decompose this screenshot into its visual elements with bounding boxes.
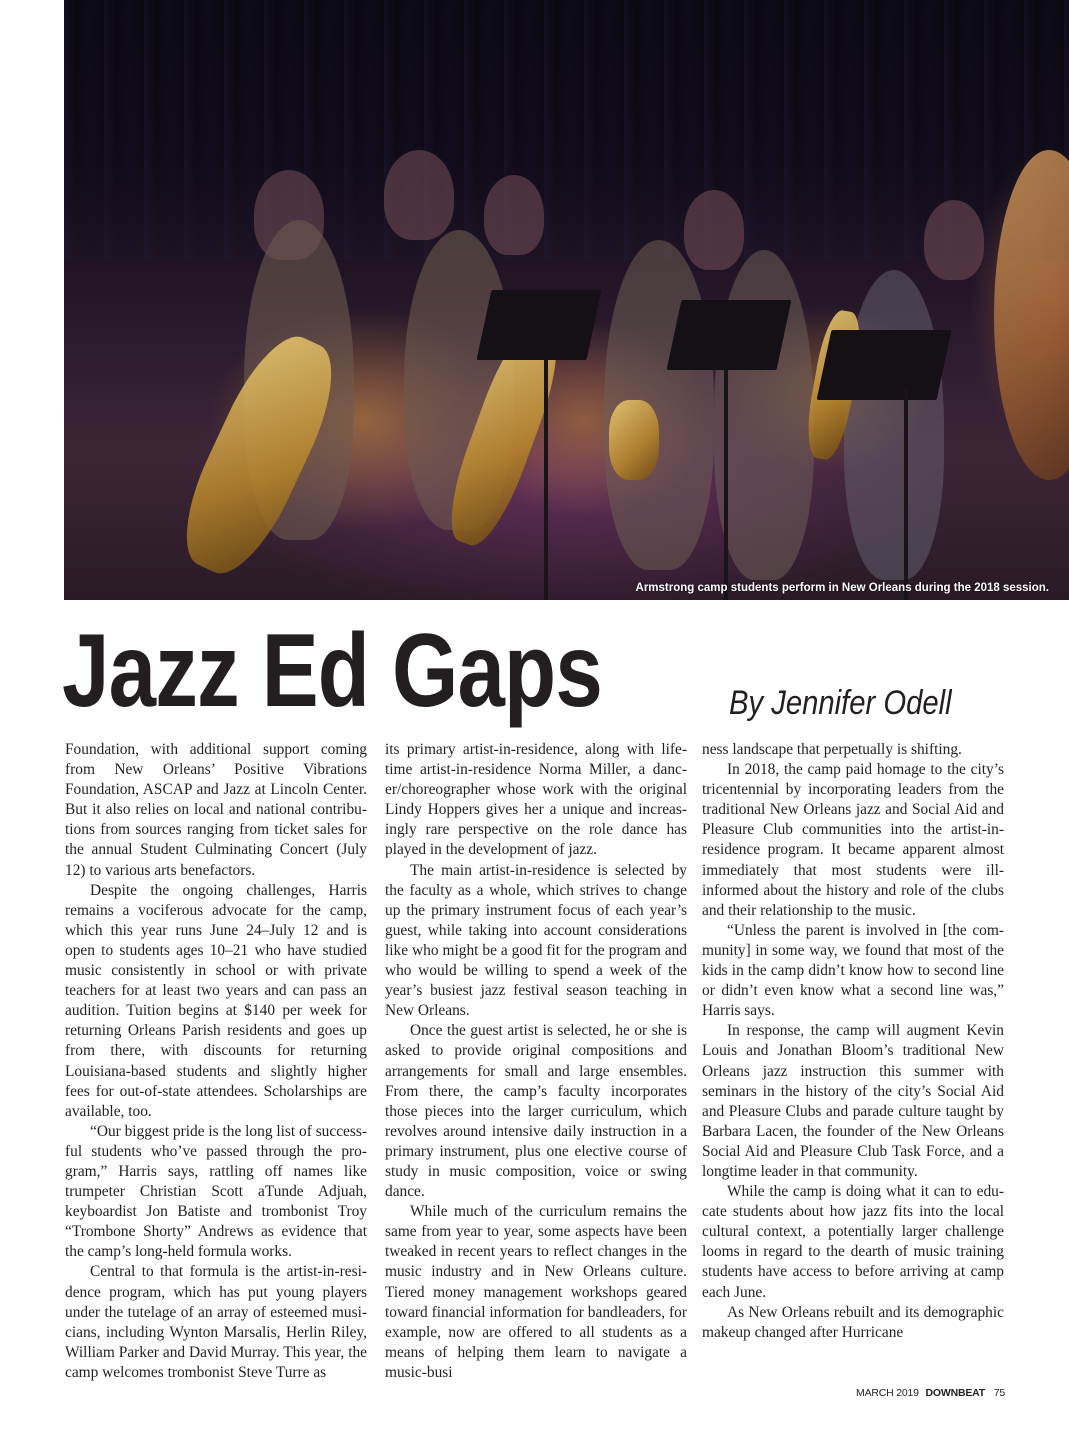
stage-curtain (64, 0, 1069, 260)
paragraph: In response, the camp will augment Kevin Louis and Jonathan Bloom’s traditional New Orleans jazz instruction this summer with seminars in the history of the city’s Social Aid and Pleasure Clubs and parade culture taught by Barbara Lacen, the founder of the New Orleans Social Aid and Pleasure Club Task Force, and a longtime leader in that community. (702, 1022, 1004, 1180)
article-column-2 (385, 740, 687, 1383)
folio-page-number: 75 (993, 1387, 1005, 1399)
article-title: Jazz Ed Gaps (62, 613, 602, 729)
paragraph: Despite the ongoing challenges, Harris remains a vociferous advocate for the camp, which this year runs June 24–July 12 and is open to students ages 10–21 who have studied music consistently in school or with private teachers for at least two years and can pass an audition. Tuition begins at $140 per week for returning Orleans Parish residents and goes up from there, with discounts for returning Louisiana-based students and slightly higher fees for out-of-state attendees. Scholarships are available, too. (65, 881, 367, 1120)
paragraph: As New Orleans rebuilt and its demographic makeup changed after Hurricane (702, 1303, 1004, 1341)
article-column-3 (702, 740, 1004, 1343)
paragraph: Central to that formula is the artist-in-residence program, which has put young players under the tutelage of an array of esteemed musicians, including Wynton Marsalis, Herlin Riley, William Parker and David Murray. This year, the camp welcomes trombonist Steve Turre as (65, 1263, 367, 1381)
paragraph: ness landscape that perpetually is shifting. (702, 741, 962, 758)
musician-figure (684, 190, 744, 270)
folio-issue: MARCH 2019 (856, 1387, 919, 1399)
music-stand (817, 330, 952, 400)
folio-publication: DOWNBEAT (925, 1387, 985, 1399)
paragraph: Foundation, with additional support coming from New Orleans’ Positive Vibrations Foundation, ASCAP and Jazz at Lincoln Center. But it also relies on local and national contributions from sources ranging from ticket sales for the annual Student Culminating Concert (July 12) to various arts benefactors. (65, 741, 367, 879)
page-folio (856, 1387, 1005, 1399)
music-stand-pole (544, 360, 548, 600)
article-column-1 (65, 740, 367, 1383)
paragraph: While much of the curriculum remains the same from year to year, some aspects have been tweaked in recent years to reflect changes in the music industry and in New Orleans culture. Tiered money management workshops geared toward financial information for bandleaders, for example, now are offered to all students as a means of helping them learn to navigate a music-busi (385, 1203, 687, 1381)
musician-figure (844, 270, 944, 580)
photo-caption: Armstrong camp students perform in New Orleans during the 2018 session. (635, 582, 1049, 594)
article-byline: By Jennifer Odell (729, 684, 952, 722)
paragraph: In 2018, the camp paid homage to the city’s tricentennial by incorporating leaders from the traditional New Orleans jazz and Social Aid and Pleasure Club communities into the artist-in-residence program. It became apparent almost immediately that most students were ill-informed about the history and role of the clubs and their relationship to the music. (702, 761, 1004, 919)
music-stand (477, 290, 602, 360)
music-stand-pole (904, 390, 908, 600)
paragraph: “Our biggest pride is the long list of successful students who’ve passed through the program,” Harris says, rattling off names like trumpeter Christian Scott aTunde Adjuah, keyboardist Jon Batiste and trombonist Troy “Trombone Shorty” Andrews as evidence that the camp’s long-held formula works. (65, 1122, 367, 1261)
feature-photo (64, 0, 1069, 600)
musician-figure (384, 150, 454, 240)
paragraph: Once the guest artist is selected, he or she is asked to provide original compositions and arrangements for small and large ensembles. From there, the camp’s faculty incorporates those pieces into the larger curriculum, which revolves around intensive daily instruction in a primary instrument, plus one elective course of study in music composition, voice or swing dance. (385, 1022, 687, 1201)
paragraph: its primary artist-in-residence, along with lifetime artist-in-residence Norma Miller, a dancer/choreographer whose work with the original Lindy Hoppers gives her a unique and increasingly rare perspective on the role dance has played in the development of jazz. (385, 741, 687, 859)
musician-figure (924, 200, 984, 280)
paragraph: The main artist-in-residence is selected by the faculty as a whole, which strives to change up the primary instrument focus of each year’s guest, while taking into account considerations like who might be a good fit for the program and who would be willing to spend a week of the year’s busiest jazz festival season teaching in New Orleans. (385, 861, 687, 1020)
music-stand-pole (724, 370, 728, 600)
saxophone (609, 400, 659, 480)
music-stand (667, 300, 792, 370)
paragraph: While the camp is doing what it can to educate students about how jazz fits into the local cultural context, a potentially larger challenge looms in regard to the dearth of music training students have access to before arriving at camp each June. (702, 1183, 1004, 1301)
musician-figure (484, 175, 544, 255)
paragraph: “Unless the parent is involved in [the community] in some way, we found that most of the kids in the camp didn’t know how to second line or didn’t even know what a second line was,” Harris says. (702, 921, 1004, 1020)
